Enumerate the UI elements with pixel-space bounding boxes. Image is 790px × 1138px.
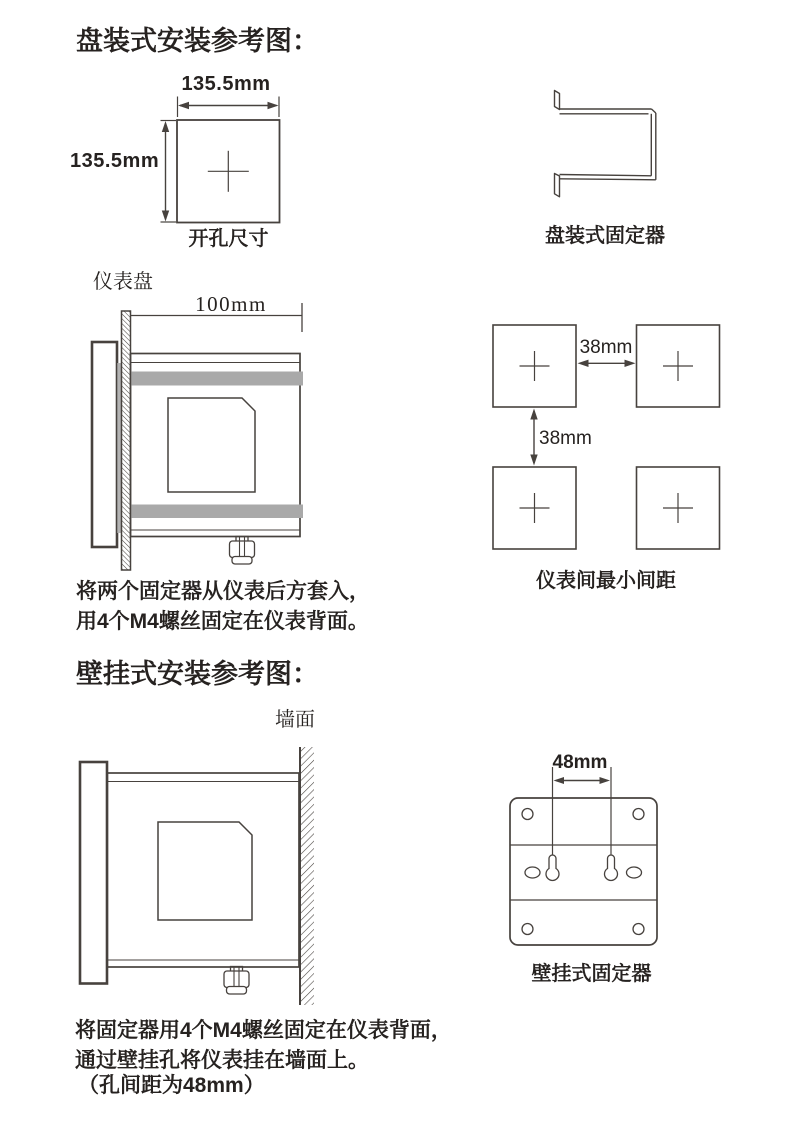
height-dimension-arrow <box>161 121 177 223</box>
panel-mount-side-view <box>92 303 303 570</box>
cutout-label: 开孔尺寸 <box>188 228 269 250</box>
instrument-panel-label: 仪表盘 <box>93 271 153 293</box>
panel-note-line2: 用4个M4螺丝固定在仪表背面。 <box>76 610 369 633</box>
fixator-bar-top <box>131 372 304 386</box>
wall-hatching <box>301 747 314 1005</box>
vertical-spacing-dim: 38mm <box>539 428 592 449</box>
fixator-bar-bottom <box>131 505 304 519</box>
cable-gland <box>224 967 249 995</box>
cutout-height-dim: 135.5mm <box>70 150 160 172</box>
width-dimension-arrow <box>178 97 280 118</box>
wall-mount-side-view <box>80 747 314 1005</box>
wall-note-line1: 将固定器用4个M4螺丝固定在仪表背面， <box>75 1019 452 1042</box>
plate-outline <box>510 798 657 945</box>
cutout-width-dim: 135.5mm <box>181 73 271 95</box>
wall-note-line3: （孔间距为48mm） <box>78 1074 265 1097</box>
panel-wall-hatched <box>122 311 131 570</box>
plate-hole-spacing-dim: 48mm <box>552 752 608 773</box>
cable-gland <box>230 537 255 565</box>
horizontal-spacing-arrow <box>578 360 636 367</box>
wall-plate-figure <box>510 767 657 945</box>
front-bezel <box>92 342 117 547</box>
section-title-wall-mount: 壁挂式安装参考图： <box>76 659 319 689</box>
panel-note-line1: 将两个固定器从仪表后方套入， <box>76 580 370 603</box>
wall-note-line2: 通过壁挂孔将仪表挂在墙面上。 <box>75 1049 369 1072</box>
wall-surface-label: 墙面 <box>275 709 315 731</box>
vertical-spacing-arrow <box>530 409 537 466</box>
terminal-cover <box>158 822 252 920</box>
horizontal-spacing-dim: 38mm <box>579 337 633 358</box>
front-bezel <box>80 762 107 984</box>
panel-bracket-label: 盘装式固定器 <box>545 225 665 247</box>
cutout-size-diagram <box>161 97 280 223</box>
wall-plate-label: 壁挂式固定器 <box>531 963 652 985</box>
section-title-panel-mount: 盘装式安装参考图： <box>76 26 319 56</box>
terminal-cover <box>168 398 255 492</box>
min-spacing-label: 仪表间最小间距 <box>536 570 676 592</box>
panel-bracket-figure <box>555 91 656 197</box>
depth-dim: 100mm <box>195 292 267 316</box>
